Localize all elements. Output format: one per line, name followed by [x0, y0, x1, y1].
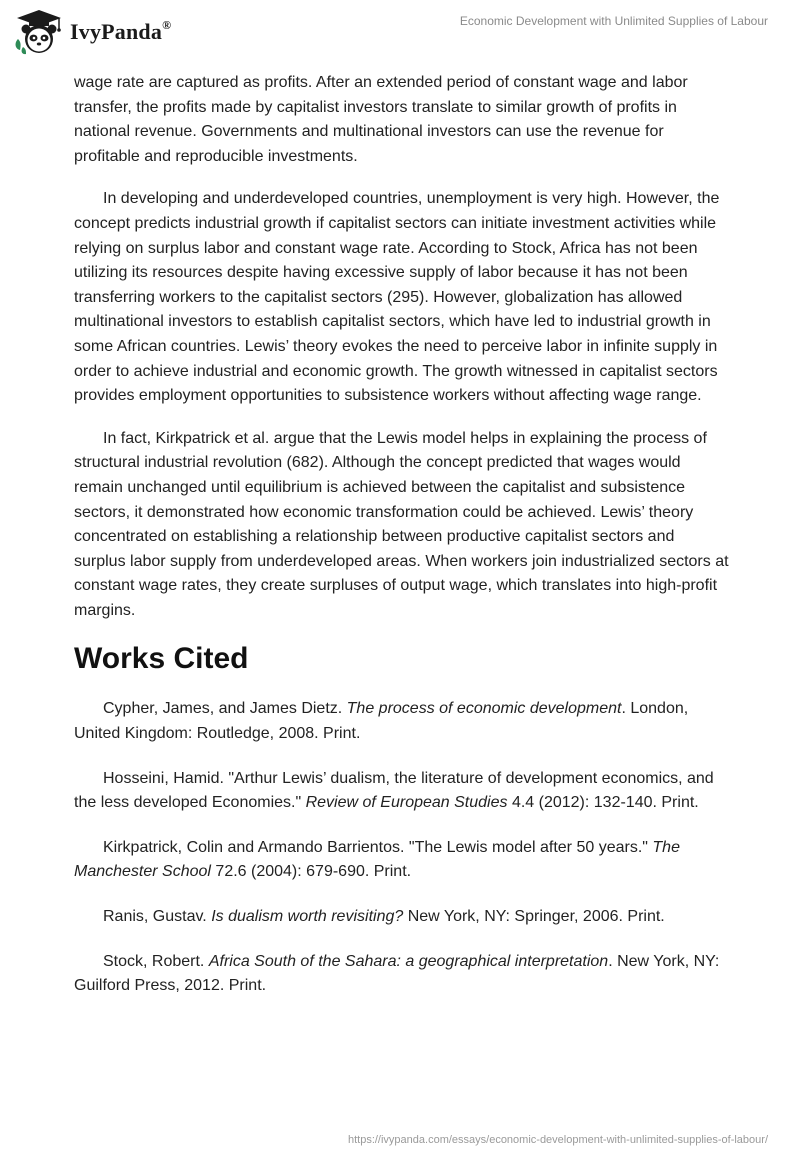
- ivypanda-logo[interactable]: [14, 8, 171, 56]
- works-cited-heading: Works Cited: [74, 642, 249, 676]
- citation-entry: Stock, Robert. Africa South of the Sahara: a geographical interpretation. New York, NY: Guilford Press, 2012. Print.: [74, 952, 720, 995]
- panda-graduate-icon: [14, 9, 64, 55]
- page-header: [0, 0, 800, 64]
- paragraph-continued: wage rate are captured as profits. After an extended period of constant wage and labor transfer, the profits made by capitalist investors translate to similar growth of profits in national revenue. Governments and multinational investors can use the revenue for profitable and reproducible investments.: [74, 74, 688, 165]
- brand-name: IvyPanda®: [70, 17, 172, 44]
- citation-entry: Hosseini, Hamid. "Arthur Lewis’ dualism, the literature of development economics, and the less developed Economies." Review of European Studies 4.4 (2012): 132-140. Print.: [74, 769, 714, 812]
- source-url[interactable]: https://ivypanda.com/essays/economic-development-with-unlimited-supplies-of-labour/: [347, 1134, 768, 1146]
- document-title: Economic Development with Unlimited Supplies of Labour: [459, 14, 768, 28]
- paragraph: In developing and underdeveloped countries, unemployment is very high. However, the concept predicts industrial growth if capitalist sectors can initiate investment activities while relying on surplus labor and constant wage rate. According to Stock, Africa has not been utilizing its resources despite having excessive supply of labor because it has not been transferring workers to the capitalist sectors (295). However, globalization has allowed multinational investors to establish capitalist sectors, which have led to industrial growth in some African countries. Lewis’ theory evokes the need to perceive labor in infinite supply in order to achieve industrial and economic growth. The growth witnessed in capitalist sectors provides employment opportunities to subsistence workers without affecting wage range.: [74, 190, 720, 405]
- citation-entry: Cypher, James, and James Dietz. The process of economic development. London, United Kingdom: Routledge, 2008. Print.: [74, 700, 689, 743]
- citation-entry: Ranis, Gustav. Is dualism worth revisiting? New York, NY: Springer, 2006. Print.: [103, 908, 665, 926]
- works-cited-list: [74, 697, 730, 998]
- citation-entry: Kirkpatrick, Colin and Armando Barrientos. "The Lewis model after 50 years." The Manchester School 72.6 (2004): 679-690. Print.: [74, 838, 680, 881]
- paragraph: In fact, Kirkpatrick et al. argue that the Lewis model helps in explaining the process of structural industrial revolution (682). Although the concept predicted that wages would remain unchanged until equilibrium is achieved between the capitalist and subsistence sectors, it demonstrated how economic transformation could be achieved. Lewis’ theory concentrated on establishing a relationship between productive capitalist sectors and surplus labor supply from underdeveloped areas. When workers join industrialized sectors at constant wage rates, they create surpluses of output wage, which translates into high-profit margins.: [74, 429, 729, 619]
- essay-content: [74, 71, 730, 1019]
